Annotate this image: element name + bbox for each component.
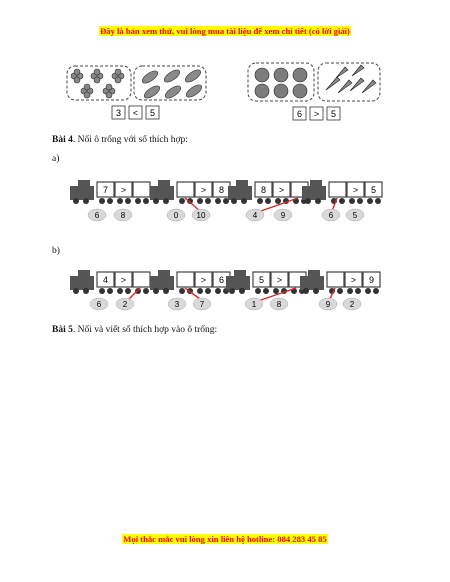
exercise-4-instruction: . Nối ô trống với số thích hợp: [72,135,188,145]
carrot-icon [338,80,352,93]
example-2-right: 5 [330,109,337,119]
train-b4-choice-1-label: 9 [325,300,331,309]
leaf-icon [162,68,181,85]
example-apples-carrots [248,63,380,120]
apple-icon [274,68,288,82]
apple-icon [274,84,288,98]
train-a1-car1: 7 [102,185,109,195]
example-1-answer [112,106,159,119]
train-a4-sign: > [352,185,359,195]
flower-icon [91,69,103,83]
example-1-sign: < [132,108,139,118]
train-b3 [226,270,306,310]
example-1-left: 3 [115,108,122,118]
train-a4-choice-1-label: 6 [328,211,334,220]
train-b2-choice-1-label: 3 [174,300,180,309]
carrot-icon [352,65,364,76]
train-b4-sign: > [350,275,357,285]
train-a1 [70,180,150,221]
apple-icon [255,68,269,82]
exercise-5-title [52,325,217,335]
train-a1-choice-2-label: 8 [120,211,126,220]
leaf-icon [183,68,202,85]
train-b1 [70,270,150,310]
apple-icon [293,84,307,98]
preview-notice-text: Đây là bản xem thử, vui lòng mua tài liệu để xem chi tiết (có lời giải) [100,26,350,36]
train-b4-car3: 9 [368,275,375,285]
leaf-icon [163,84,182,101]
train-a1-sign: > [120,185,127,195]
flower-icon [103,84,115,98]
train-a4 [302,180,382,221]
part-a-label: a) [52,154,60,164]
train-a3-choice-1-label: 4 [252,211,258,220]
hotline-banner [0,534,450,544]
train-b2-choice-2-label: 7 [199,300,205,309]
carrot-icon [336,67,348,78]
part-b-label: b) [52,246,60,256]
train-a3-car1: 8 [260,185,267,195]
apple-icon [255,84,269,98]
exercise-5-label: Bài 5 [52,325,73,335]
train-b4 [300,270,380,310]
train-a2-sign: > [200,185,207,195]
flower-icon [71,69,83,83]
carrot-icon [326,77,340,90]
train-a4-choice-2-label: 5 [352,211,358,220]
train-b1-car1: 4 [102,275,109,285]
train-a4-car3: 5 [370,185,377,195]
train-b3-sign: > [276,275,283,285]
train-b4-choice-2-label: 2 [349,300,355,309]
train-a3 [228,180,308,221]
train-b1-choice-1-label: 6 [96,300,102,309]
flower-icon [112,69,124,83]
train-a3-sign: > [278,185,285,195]
apple-icon [293,68,307,82]
example-2-answer [293,107,340,120]
train-b2-sign: > [200,275,207,285]
train-a2-choice-1-label: 0 [173,211,179,220]
carrot-icon [350,78,364,91]
exercise-5-instruction: . Nối và viết số thích hợp vào ô trống: [72,325,218,335]
train-b2 [150,270,230,310]
exercise-4-label: Bài 4 [52,135,73,145]
carrot-icon [362,80,376,93]
exercise-4-title [52,135,188,145]
train-b1-choice-2-label: 2 [122,300,128,309]
leaf-icon [184,83,203,100]
example-1-right: 5 [149,108,156,118]
train-b3-car1: 5 [258,275,265,285]
example-2-left: 6 [296,109,303,119]
leaf-icon [142,84,161,101]
example-flowers-leaves [67,66,206,119]
train-b1-sign: > [120,275,127,285]
hotline-text: Mọi thắc mắc vui lòng xin liên hệ hotline: 084 283 45 85 [123,534,327,544]
train-a2 [150,180,230,221]
example-2-sign: > [313,109,320,119]
train-a3-choice-2-label: 9 [280,211,286,220]
train-b3-choice-2-label: 8 [276,300,282,309]
train-a2-choice-2-label: 10 [196,211,206,220]
train-b2-car3: 6 [218,275,225,285]
flower-icon [81,84,93,98]
train-a1-choice-1-label: 6 [94,211,100,220]
train-a2-car3: 8 [218,185,225,195]
leaf-icon [140,69,159,86]
train-b3-choice-1-label: 1 [251,300,257,309]
